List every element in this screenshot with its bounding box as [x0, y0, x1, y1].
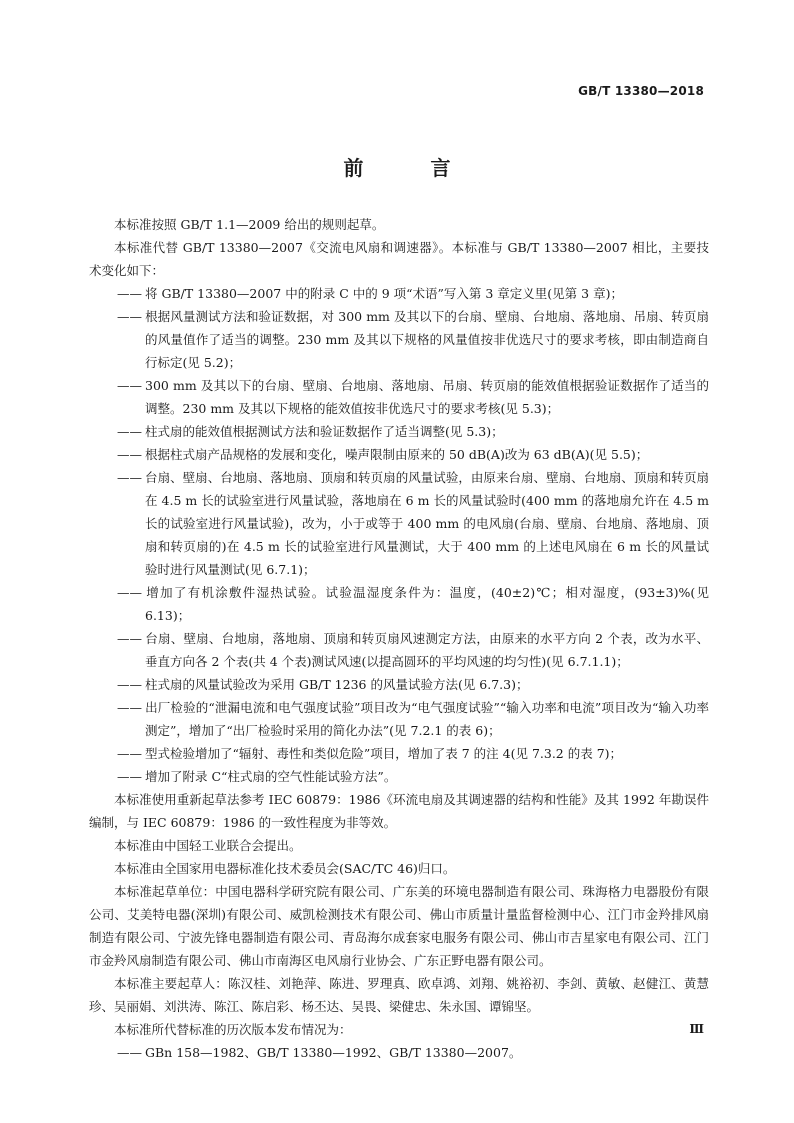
list-item-text: 300 mm 及其以下的台扇、壁扇、台地扇、落地扇、吊扇、转页扇的能效值根据验证数据作了适当的调整。230 mm 及其以下规格的能效值按非优选尺寸的要求考核(见 5.3)；	[145, 378, 709, 416]
list-item	[89, 627, 709, 673]
history-item	[89, 1041, 709, 1064]
paragraph-drafting-units: 本标准起草单位：中国电器科学研究院有限公司、广东美的环境电器制造有限公司、珠海格力电器股份有限公司、艾美特电器(深圳)有限公司、威凯检测技术有限公司、佛山市质量计量监督检测中心、江门市金羚排风扇制造有限公司、宁波先锋电器制造有限公司、青岛海尔成套家电服务有限公司、佛山市吉星家电有限公司、江门市金羚风扇制造有限公司、佛山市南海区电风扇行业协会、广东正野电器有限公司。	[89, 884, 709, 968]
list-item-text: 出厂检验的“泄漏电流和电气强度试验”项目改为“电气强度试验”“输入功率和电流”项目改为“输入功率测定”，增加了“出厂检验时采用的简化办法”(见 7.2.1 的表 6)；	[145, 700, 709, 738]
page-number: Ⅲ	[689, 1022, 704, 1036]
dash-marker: ——	[117, 769, 142, 784]
history-text: GBn 158—1982、GB/T 13380—1992、GB/T 13380—2007。	[145, 1045, 522, 1060]
dash-marker: ——	[117, 424, 142, 439]
dash-marker: ——	[117, 631, 142, 646]
paragraph-technical-committee: 本标准由全国家用电器标准化技术委员会(SAC/TC 46)归口。	[114, 861, 456, 876]
dash-marker: ——	[117, 677, 142, 692]
list-item	[89, 466, 709, 581]
list-item-text: 台扇、壁扇、台地扇、落地扇、顶扇和转页扇的风量试验，由原来台扇、壁扇、台地扇、顶扇和转页扇在 4.5 m 长的试验室进行风量试验，落地扇在 6 m 长的风量试验时(400 mm 的落地扇允许在 4.5 m 长的试验室进行风量试验)，改为，小于或等于 400 mm 的电风扇(台扇、壁扇、台地扇、落地扇、顶扇和转页扇的)在 4.5 m 长的试验室进行风量测试，大于 400 mm 的上述电风扇在 6 m 长的风量试验时进行风量测试(见 6.7.1)；	[145, 470, 709, 577]
list-item-text: 增加了有机涂敷件湿热试验。试验温湿度条件为：温度，(40±2)℃；相对湿度，(93±3)%(见 6.13)；	[145, 585, 709, 623]
list-item-text: 柱式扇的风量试验改为采用 GB/T 1236 的风量试验方法(见 6.7.3)；	[145, 677, 529, 692]
list-item	[89, 443, 709, 466]
list-item-text: 台扇、壁扇、台地扇，落地扇、顶扇和转页扇风速测定方法，由原来的水平方向 2 个表，改为水平、垂直方向各 2 个表(共 4 个表)测试风速(以提高圆环的平均风速的均匀性)(见 6.7.1.1)；	[145, 631, 709, 669]
list-item	[89, 581, 709, 627]
dash-marker: ——	[117, 585, 142, 600]
list-item	[89, 282, 709, 305]
dash-marker: ——	[117, 1045, 142, 1060]
paragraph-iec-reference: 本标准使用重新起草法参考 IEC 60879：1986《环流电扇及其调速器的结构和性能》及其 1992 年勘误件编制，与 IEC 60879：1986 的一致性程度为非等效。	[89, 792, 709, 830]
dash-marker: ——	[117, 700, 142, 715]
dash-marker: ——	[117, 447, 142, 462]
list-item-text: 将 GB/T 13380—2007 中的附录 C 中的 9 项“术语”写入第 3 章定义里(见第 3 章)；	[145, 286, 623, 301]
dash-marker: ——	[117, 378, 142, 393]
dash-marker: ——	[117, 746, 142, 761]
dash-marker: ——	[117, 470, 142, 485]
list-item	[89, 305, 709, 374]
dash-marker: ——	[117, 309, 142, 324]
list-item	[89, 765, 709, 788]
list-item-text: 根据柱式扇产品规格的发展和变化，噪声限制由原来的 50 dB(A)改为 63 dB(A)(见 5.5)；	[145, 447, 649, 462]
paragraph-history-intro: 本标准所代替标准的历次版本发布情况为：	[114, 1022, 352, 1037]
foreword-body	[89, 213, 709, 1064]
paragraph-drafting-rules: 本标准按照 GB/T 1.1—2009 给出的规则起草。	[114, 217, 385, 232]
dash-marker: ——	[117, 286, 142, 301]
list-item	[89, 742, 709, 765]
paragraph-replacement: 本标准代替 GB/T 13380—2007《交流电风扇和调速器》。本标准与 GB/T 13380—2007 相比，主要技术变化如下：	[89, 240, 709, 278]
list-item	[89, 374, 709, 420]
standard-code-header: GB/T 13380—2018	[578, 84, 704, 98]
changes-list	[89, 282, 709, 788]
list-item-text: 柱式扇的能效值根据测试方法和验证数据作了适当调整(见 5.3)；	[145, 424, 504, 439]
list-item-text: 根据风量测试方法和验证数据，对 300 mm 及其以下的台扇、壁扇、台地扇、落地扇、吊扇、转页扇的风量值作了适当的调整。230 mm 及其以下规格的风量值按非优选尺寸的要求考核，即由制造商自行标定(见 5.2)；	[145, 309, 709, 370]
paragraph-proposer: 本标准由中国轻工业联合会提出。	[114, 838, 302, 853]
list-item-text: 型式检验增加了“辐射、毒性和类似危险”项目，增加了表 7 的注 4(见 7.3.2 的表 7)；	[145, 746, 623, 761]
page-title: 前 言	[343, 156, 481, 180]
paragraph-drafters: 本标准主要起草人：陈汉桂、刘艳萍、陈进、罗理真、欧卓鸿、刘翔、姚裕初、李剑、黄敏、赵健江、黄慧珍、吴丽娟、刘洪涛、陈江、陈启彩、杨丕达、吴畏、梁健忠、朱永国、谭锦坚。	[89, 976, 709, 1014]
list-item	[89, 673, 709, 696]
list-item	[89, 420, 709, 443]
list-item	[89, 696, 709, 742]
list-item-text: 增加了附录 C“柱式扇的空气性能试验方法”。	[145, 769, 397, 784]
